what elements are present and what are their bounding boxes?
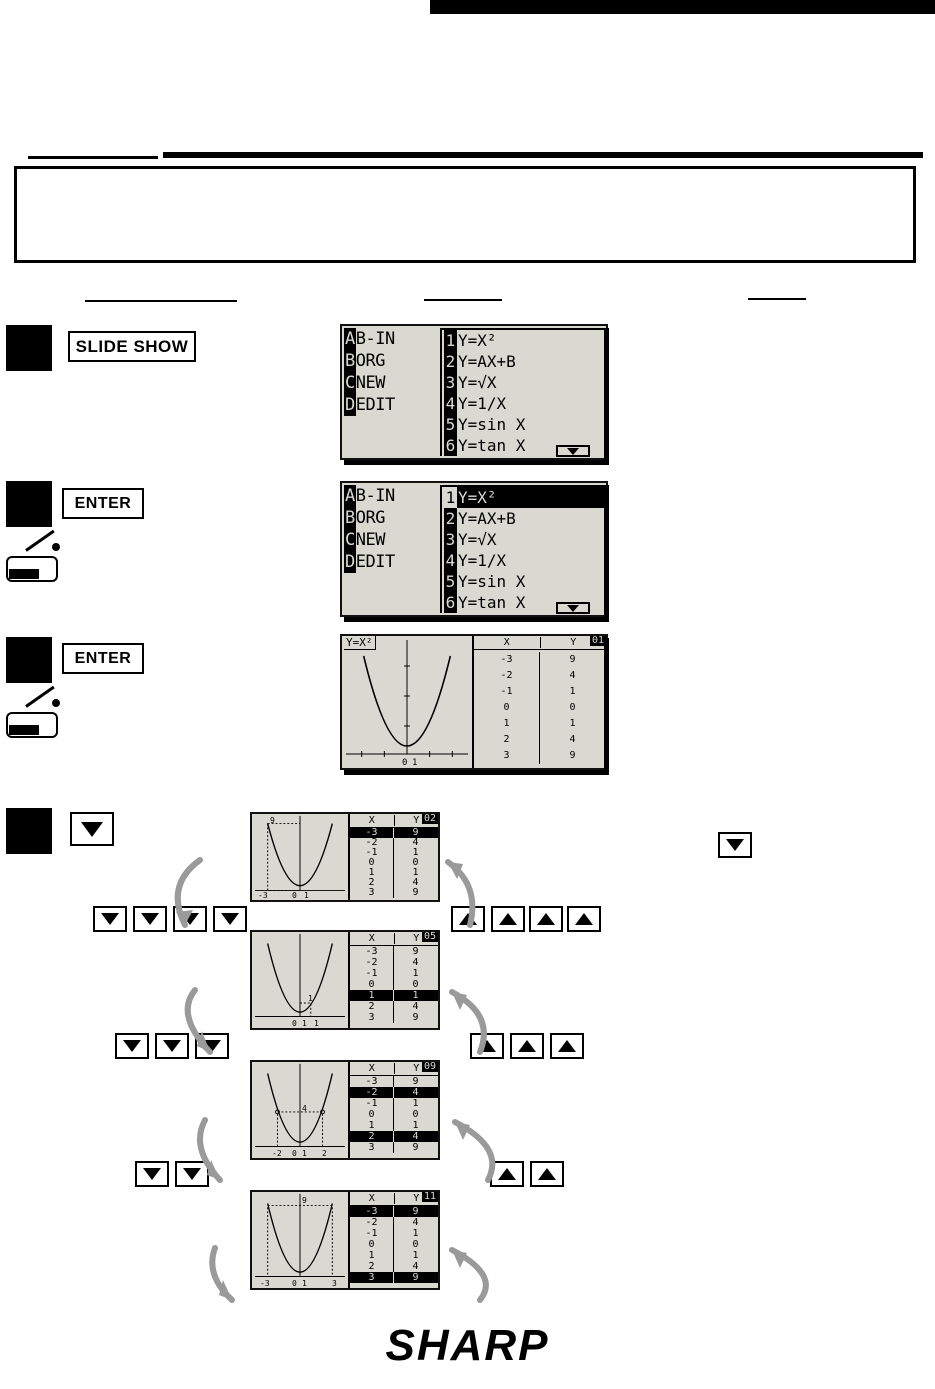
value-table — [350, 814, 438, 900]
chevron-up-icon — [498, 1168, 516, 1180]
cell-x: -3 — [350, 828, 394, 838]
menu-item-label: Y=AX+B — [458, 509, 516, 528]
table-row[interactable] — [350, 888, 438, 898]
stylus-icon — [6, 550, 58, 582]
down-arrow-key[interactable] — [175, 1161, 209, 1187]
table-row[interactable] — [350, 858, 438, 868]
cell-y: 9 — [412, 946, 419, 957]
note-box — [14, 166, 916, 263]
step-badge: 05 — [423, 931, 436, 942]
column-header-x: X — [474, 637, 541, 648]
down-arrow-key[interactable] — [133, 906, 167, 932]
menu-item[interactable] — [444, 529, 604, 550]
cell-x: -1 — [350, 968, 394, 979]
cell-x: 1 — [350, 1250, 394, 1261]
column-rule-display — [424, 299, 502, 301]
cell-x: -3 — [350, 1206, 394, 1217]
cell-x: 3 — [474, 748, 540, 764]
enter-key-1[interactable]: ENTER — [62, 488, 144, 519]
table-header — [350, 814, 438, 828]
cell-y: 9 — [569, 750, 576, 761]
menu-left-column-1 — [344, 328, 438, 460]
menu-tag: A — [345, 486, 355, 506]
menu-tag: A — [345, 329, 355, 349]
menu-tag: C — [345, 530, 355, 550]
cell-y: 4 — [412, 1001, 419, 1012]
graph-pane — [342, 636, 474, 768]
table-row[interactable] — [350, 1228, 438, 1239]
cell-y: 1 — [569, 686, 576, 697]
menu-item-number: 4 — [445, 394, 456, 413]
table-row[interactable] — [350, 1261, 438, 1272]
cell-y: 4 — [412, 1131, 419, 1142]
cell-x: 3 — [350, 1272, 394, 1283]
table-row[interactable] — [350, 1076, 438, 1087]
graph-axis-label: 0 — [292, 1019, 297, 1028]
table-row[interactable] — [350, 1001, 438, 1012]
graph-pane — [252, 1062, 350, 1158]
chevron-down-icon — [183, 1168, 201, 1180]
chevron-up-icon — [459, 913, 477, 925]
value-table — [350, 932, 438, 1028]
menu-item-number: 3 — [445, 373, 456, 392]
cell-x: 2 — [350, 878, 394, 888]
table-row[interactable] — [350, 1239, 438, 1250]
cell-x: 3 — [350, 1012, 394, 1023]
graph-equation-label: Y=X² — [344, 636, 376, 650]
value-table — [474, 636, 606, 768]
up-arrow-key[interactable] — [510, 1033, 544, 1059]
graph-pane — [252, 1192, 350, 1288]
parabola-curve — [252, 814, 348, 900]
menu-item-number: 1 — [445, 331, 456, 350]
header-rule-right — [163, 152, 923, 158]
table-row[interactable] — [474, 668, 606, 684]
graph-mark: 9 — [302, 1196, 307, 1205]
table-row[interactable] — [474, 652, 606, 668]
graph-table-screen-01 — [340, 634, 608, 770]
menu-item-selected[interactable] — [444, 487, 604, 508]
menu-item-label: Y=X² — [458, 488, 497, 507]
graph-mark: 9 — [270, 816, 275, 825]
graph-axis-label: 0 — [292, 1279, 297, 1288]
table-row[interactable] — [350, 979, 438, 990]
cell-x: -1 — [350, 848, 394, 858]
cell-x: -1 — [350, 1228, 394, 1239]
screen-shadow — [344, 770, 609, 775]
header-rule-left — [28, 156, 158, 159]
graph-axis-label: 0 — [292, 891, 297, 900]
screen-shadow — [604, 485, 609, 621]
cell-x: 3 — [350, 1142, 394, 1153]
cell-x: -2 — [474, 668, 540, 684]
column-rule-notes — [748, 298, 806, 300]
down-arrow-key[interactable] — [173, 906, 207, 932]
screen-shadow — [344, 617, 609, 622]
up-arrow-key[interactable] — [529, 906, 563, 932]
cell-x: 1 — [474, 716, 540, 732]
step-badge: 09 — [423, 1061, 436, 1072]
menu-tag: D — [345, 552, 355, 572]
graph-axis-label: 1 — [304, 891, 309, 900]
table-row[interactable] — [350, 868, 438, 878]
menu-left-label: EDIT — [355, 552, 395, 572]
graph-table-screen-11 — [250, 1190, 440, 1290]
down-arrow-key[interactable] — [70, 812, 114, 846]
graph-mark: 1 — [308, 994, 313, 1003]
chevron-up-icon — [538, 1168, 556, 1180]
menu-item-label: Y=√X — [458, 530, 497, 549]
menu-left-item[interactable] — [344, 394, 438, 416]
table-row-selected[interactable] — [350, 1087, 438, 1098]
scroll-down-icon[interactable] — [556, 602, 590, 614]
menu-item-number: 6 — [445, 436, 456, 455]
menu-item-number: 1 — [445, 488, 456, 507]
parabola-curve — [252, 1062, 348, 1158]
table-row[interactable] — [474, 716, 606, 732]
table-row-selected[interactable] — [350, 828, 438, 838]
down-arrow-key-note[interactable] — [718, 832, 752, 858]
table-row[interactable] — [350, 946, 438, 957]
cell-x: -1 — [474, 684, 540, 700]
chevron-up-icon — [478, 1040, 496, 1052]
menu-left-item[interactable] — [344, 485, 438, 507]
column-header-y: Y — [413, 933, 420, 944]
cell-y: 9 — [412, 1206, 419, 1217]
step-badge: 01 — [591, 635, 604, 646]
menu-right-column-1 — [440, 328, 604, 456]
cell-y: 9 — [569, 654, 576, 665]
value-table — [350, 1192, 438, 1288]
up-arrow-key[interactable] — [567, 906, 601, 932]
screen-shadow — [344, 460, 609, 465]
cell-y: 9 — [412, 887, 419, 898]
slide-show-key[interactable]: SLIDE SHOW — [68, 331, 196, 362]
chevron-up-icon — [499, 913, 517, 925]
table-row-selected[interactable] — [350, 1206, 438, 1217]
menu-left-item[interactable] — [344, 507, 438, 529]
up-arrow-key[interactable] — [530, 1161, 564, 1187]
column-rule-keys — [85, 300, 237, 302]
cell-y: 1 — [569, 718, 576, 729]
column-header-x: X — [350, 1063, 395, 1074]
cell-y: 0 — [569, 702, 576, 713]
chevron-down-icon — [81, 822, 103, 837]
cell-y: 9 — [412, 1076, 419, 1087]
chevron-down-icon — [143, 1168, 161, 1180]
cell-y: 4 — [412, 1261, 419, 1272]
menu-item-label: Y=sin X — [458, 415, 526, 434]
graph-mark: 4 — [302, 1104, 307, 1113]
menu-left-label: NEW — [355, 530, 385, 550]
table-header — [350, 1192, 438, 1206]
table-row[interactable] — [474, 732, 606, 748]
screen-shadow — [604, 328, 609, 464]
down-arrow-key[interactable] — [213, 906, 247, 932]
cell-x: 0 — [350, 1109, 394, 1120]
menu-left-label: ORG — [355, 351, 385, 371]
menu-left-item[interactable] — [344, 551, 438, 573]
graph-axis-label: 0 — [292, 1149, 297, 1158]
down-arrow-key[interactable] — [155, 1033, 189, 1059]
cell-y: 4 — [412, 957, 419, 968]
menu-left-item[interactable] — [344, 529, 438, 551]
table-row[interactable] — [350, 1142, 438, 1153]
down-arrow-key[interactable] — [135, 1161, 169, 1187]
column-header-y: Y — [570, 637, 577, 648]
cell-x: -2 — [350, 957, 394, 968]
graph-pane — [252, 932, 350, 1028]
menu-item-number: 5 — [445, 415, 456, 434]
cell-y: 4 — [412, 1217, 419, 1228]
chevron-up-icon — [518, 1040, 536, 1052]
graph-table-screen-05 — [250, 930, 440, 1030]
menu-item-label: Y=AX+B — [458, 352, 516, 371]
cell-y: 4 — [412, 837, 419, 848]
table-row[interactable] — [350, 838, 438, 848]
table-row[interactable] — [350, 1098, 438, 1109]
graph-axis-label: 2 — [322, 1149, 327, 1158]
table-row[interactable] — [350, 1217, 438, 1228]
chevron-down-icon — [726, 839, 744, 851]
menu-tag: B — [345, 508, 355, 528]
cell-x: -2 — [350, 1217, 394, 1228]
cell-x: 2 — [474, 732, 540, 748]
step-badge: 02 — [423, 813, 436, 824]
menu-tag: C — [345, 373, 355, 393]
menu-item[interactable] — [444, 414, 604, 435]
cell-y: 0 — [412, 1239, 419, 1250]
menu-item-label: Y=tan X — [458, 436, 526, 455]
cell-y: 1 — [412, 847, 419, 858]
table-row[interactable] — [474, 700, 606, 716]
down-arrow-key[interactable] — [195, 1033, 229, 1059]
table-row[interactable] — [474, 748, 606, 764]
table-row-selected[interactable] — [350, 1272, 438, 1283]
cell-x: 1 — [350, 990, 394, 1001]
step-marker-1 — [6, 325, 52, 371]
menu-screen-2 — [340, 481, 608, 617]
menu-item-label: Y=sin X — [458, 572, 526, 591]
step-marker-2 — [6, 481, 52, 527]
cell-y: 0 — [412, 1109, 419, 1120]
step-marker-3 — [6, 637, 52, 683]
brand-logo: SHARP — [385, 1321, 550, 1370]
menu-item-number: 3 — [445, 530, 456, 549]
parabola-curve — [252, 1192, 348, 1288]
cell-x: 1 — [350, 868, 394, 878]
cell-y: 1 — [412, 867, 419, 878]
graph-axis-label: -3 — [258, 891, 268, 900]
menu-left-label: NEW — [355, 373, 385, 393]
cell-x: -1 — [350, 1098, 394, 1109]
menu-left-item[interactable] — [344, 350, 438, 372]
cell-x: -3 — [474, 652, 540, 668]
graph-axis-label: 1 — [302, 1149, 307, 1158]
column-header-x: X — [350, 1193, 395, 1204]
cell-x: -2 — [350, 1087, 394, 1098]
cell-x: 2 — [350, 1261, 394, 1272]
top-black-bar — [430, 0, 935, 14]
chevron-down-icon — [141, 913, 159, 925]
table-row[interactable] — [350, 1109, 438, 1120]
cell-y: 1 — [412, 1250, 419, 1261]
table-row-selected[interactable] — [350, 1131, 438, 1142]
menu-item-label: Y=tan X — [458, 593, 526, 612]
menu-item[interactable] — [444, 508, 604, 529]
flow-arrows — [0, 800, 935, 1320]
cell-y: 1 — [412, 990, 419, 1001]
table-header — [350, 1062, 438, 1076]
graph-axis-label: 0 — [402, 758, 408, 768]
up-arrow-key[interactable] — [451, 906, 485, 932]
menu-screen-1 — [340, 324, 608, 460]
column-header-y: Y — [413, 815, 420, 826]
table-row[interactable] — [350, 957, 438, 968]
cell-y: 1 — [412, 1228, 419, 1239]
table-row-selected[interactable] — [350, 990, 438, 1001]
menu-item-number: 6 — [445, 593, 456, 612]
menu-item[interactable] — [444, 351, 604, 372]
cell-x: 2 — [350, 1131, 394, 1142]
chevron-down-icon — [101, 913, 119, 925]
cell-y: 9 — [412, 1272, 419, 1283]
menu-tag: D — [345, 395, 355, 415]
stylus-icon — [6, 706, 58, 738]
graph-axis-label: -3 — [260, 1279, 270, 1288]
column-header-x: X — [350, 815, 395, 826]
screen-shadow — [604, 638, 609, 774]
chevron-up-icon — [575, 913, 593, 925]
cell-x: -2 — [350, 838, 394, 848]
menu-item-label: Y=√X — [458, 373, 497, 392]
menu-item[interactable] — [444, 550, 604, 571]
scroll-down-icon[interactable] — [556, 445, 590, 457]
cell-y: 0 — [412, 979, 419, 990]
enter-key-2[interactable]: ENTER — [62, 643, 144, 674]
cell-x: 0 — [474, 700, 540, 716]
cell-y: 1 — [412, 1120, 419, 1131]
menu-item[interactable] — [444, 330, 604, 351]
graph-table-screen-09 — [250, 1060, 440, 1160]
cell-x: 1 — [350, 1120, 394, 1131]
cell-x: 0 — [350, 858, 394, 868]
graph-axis-label: 3 — [332, 1279, 337, 1288]
cell-x: -3 — [350, 1076, 394, 1087]
down-arrow-key[interactable] — [93, 906, 127, 932]
menu-item-label: Y=X² — [458, 331, 497, 350]
graph-axis-label: -2 — [272, 1149, 282, 1158]
up-arrow-key[interactable] — [550, 1033, 584, 1059]
chevron-down-icon — [221, 913, 239, 925]
chevron-up-icon — [558, 1040, 576, 1052]
column-header-y: Y — [413, 1063, 420, 1074]
cell-y: 9 — [412, 827, 419, 838]
table-row[interactable] — [474, 684, 606, 700]
graph-pane — [252, 814, 350, 900]
graph-axis-label: 1 — [314, 1019, 319, 1028]
cell-x: 3 — [350, 888, 394, 898]
step-badge: 11 — [423, 1191, 436, 1202]
down-arrow-key[interactable] — [115, 1033, 149, 1059]
cell-y: 4 — [569, 670, 576, 681]
menu-left-label: B-IN — [355, 329, 395, 349]
menu-item[interactable] — [444, 571, 604, 592]
menu-left-item[interactable] — [344, 372, 438, 394]
up-arrow-key[interactable] — [491, 906, 525, 932]
cell-x: -3 — [350, 946, 394, 957]
cell-y: 4 — [412, 877, 419, 888]
column-header-y: Y — [413, 1193, 420, 1204]
menu-left-label: B-IN — [355, 486, 395, 506]
table-row[interactable] — [350, 848, 438, 858]
menu-item-label: Y=1/X — [458, 551, 507, 570]
chevron-down-icon — [181, 913, 199, 925]
menu-item-number: 2 — [445, 509, 456, 528]
table-header — [474, 636, 606, 650]
cell-y: 1 — [412, 1098, 419, 1109]
menu-right-column-2 — [440, 485, 604, 613]
cell-y: 4 — [569, 734, 576, 745]
menu-item-number: 4 — [445, 551, 456, 570]
graph-axis-label: 1 — [412, 758, 418, 768]
graph-table-screen-02 — [250, 812, 440, 902]
table-row[interactable] — [350, 878, 438, 888]
up-arrow-key[interactable] — [470, 1033, 504, 1059]
table-row[interactable] — [350, 1012, 438, 1023]
column-header-x: X — [350, 933, 395, 944]
menu-tag: B — [345, 351, 355, 371]
table-row[interactable] — [350, 1120, 438, 1131]
parabola-curve — [252, 932, 348, 1028]
chevron-down-icon — [163, 1040, 181, 1052]
chevron-down-icon — [123, 1040, 141, 1052]
up-arrow-key[interactable] — [490, 1161, 524, 1187]
cell-x: 0 — [350, 979, 394, 990]
table-header — [350, 932, 438, 946]
menu-item-label: Y=1/X — [458, 394, 507, 413]
table-row[interactable] — [350, 1250, 438, 1261]
chevron-up-icon — [537, 913, 555, 925]
parabola-curve — [342, 636, 472, 768]
menu-left-label: EDIT — [355, 395, 395, 415]
cell-y: 0 — [412, 857, 419, 868]
menu-item[interactable] — [444, 372, 604, 393]
step-marker-4 — [6, 808, 52, 854]
cell-x: 2 — [350, 1001, 394, 1012]
menu-left-column-2 — [344, 485, 438, 617]
cell-y: 1 — [412, 968, 419, 979]
menu-item-number: 5 — [445, 572, 456, 591]
menu-item-number: 2 — [445, 352, 456, 371]
menu-left-label: ORG — [355, 508, 385, 528]
chevron-down-icon — [203, 1040, 221, 1052]
graph-axis-label: 1 — [302, 1279, 307, 1288]
table-row[interactable] — [350, 968, 438, 979]
cell-y: 9 — [412, 1142, 419, 1153]
cell-y: 9 — [412, 1012, 419, 1023]
graph-axis-label: 1 — [302, 1019, 307, 1028]
value-table — [350, 1062, 438, 1158]
cell-x: 0 — [350, 1239, 394, 1250]
menu-left-item[interactable] — [344, 328, 438, 350]
menu-item[interactable] — [444, 393, 604, 414]
cell-y: 4 — [412, 1087, 419, 1098]
